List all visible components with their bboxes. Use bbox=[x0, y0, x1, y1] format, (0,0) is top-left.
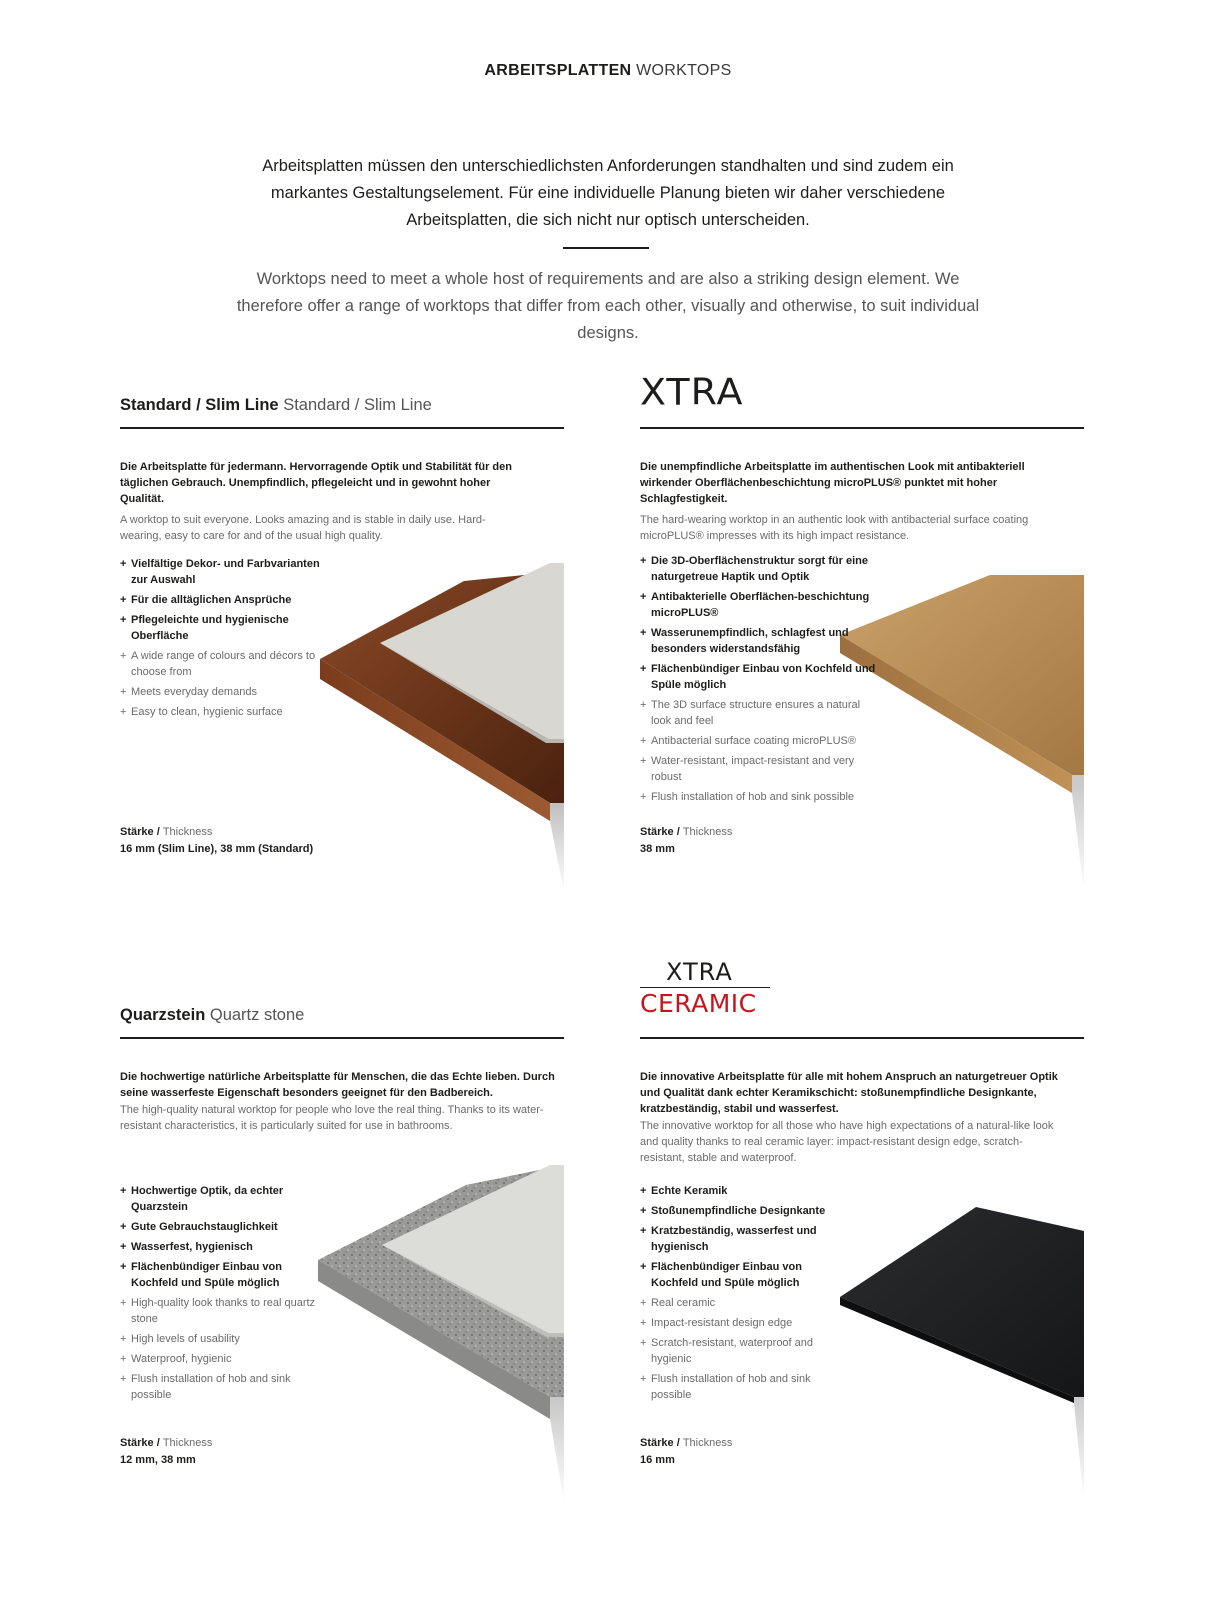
feature-item: + High levels of usability bbox=[120, 1331, 320, 1347]
feature-item: + Antibacterial surface coating microPLUS® bbox=[640, 733, 880, 749]
feature-item: + Für die alltäglichen Ansprüche bbox=[120, 592, 320, 608]
card-title bbox=[120, 396, 432, 415]
thickness-info bbox=[120, 1435, 212, 1469]
card-ceramic bbox=[640, 958, 1084, 1505]
feature-item: + Flächenbündiger Einbau von Kochfeld und Spüle möglich bbox=[640, 1259, 840, 1291]
feature-item: + Easy to clean, hygienic surface bbox=[120, 704, 320, 720]
worktop-sample-ceramic bbox=[840, 1207, 1084, 1505]
card-title-de: Quarzstein bbox=[120, 1006, 206, 1024]
feature-item: + Water-resistant, impact-resistant and very robust bbox=[640, 753, 880, 785]
worktop-sample-walnut bbox=[320, 563, 564, 895]
intro-text-de: Arbeitsplatten müssen den unterschiedlichsten Anforderungen standhalten und sind zudem ein markantes Gestaltungselement. Für eine individuelle Planung bieten wir daher verschiedene Arbeitsplatten, die sich nicht nur optisch unterscheiden. bbox=[262, 157, 954, 229]
card-title bbox=[120, 1006, 304, 1025]
feature-item: + Impact-resistant design edge bbox=[640, 1315, 840, 1331]
card-divider bbox=[640, 1037, 1084, 1039]
thickness-value: 12 mm, 38 mm bbox=[120, 1454, 196, 1466]
feature-item: + A wide range of colours and décors to choose from bbox=[120, 648, 320, 680]
card-xtra bbox=[640, 371, 1084, 895]
feature-item: + The 3D surface structure ensures a natural look and feel bbox=[640, 697, 880, 729]
feature-item: + Flächenbündiger Einbau von Kochfeld und Spüle möglich bbox=[640, 661, 880, 693]
thickness-info bbox=[120, 824, 313, 858]
feature-item: + Kratzbeständig, wasserfest und hygienisch bbox=[640, 1223, 840, 1255]
card-description-de: Die Arbeitsplatte für jedermann. Hervorragende Optik und Stabilität für den täglichen Gebrauch. Unempfindlich, pflegeleicht und in gewohnt hoher Qualität. bbox=[120, 461, 512, 505]
thickness-label: Stärke / Thickness bbox=[640, 826, 733, 838]
card-header bbox=[640, 958, 1084, 1037]
card-title-en: Quartz stone bbox=[209, 1006, 305, 1024]
card-header bbox=[120, 375, 564, 427]
feature-item: + Scratch-resistant, waterproof and hygienic bbox=[640, 1335, 840, 1367]
feature-item: + Flush installation of hob and sink possible bbox=[120, 1371, 320, 1403]
feature-item: + Wasserfest, hygienisch bbox=[120, 1239, 320, 1255]
feature-item: + Flush installation of hob and sink possible bbox=[640, 1371, 840, 1403]
feature-item: + Echte Keramik bbox=[640, 1183, 840, 1199]
xtra-logo: XTRA bbox=[640, 371, 744, 413]
thickness-value: 16 mm bbox=[640, 1454, 675, 1466]
feature-item: + High-quality look thanks to real quartz stone bbox=[120, 1295, 320, 1327]
page-title bbox=[0, 62, 1216, 80]
card-description-de: Die unempfindliche Arbeitsplatte im authentischen Look mit antibakteriell wirkender Oberflächenbeschichtung microPLUS® punktet mit hoher Schlagfestigkeit. bbox=[640, 461, 1025, 505]
card-description-de: Die hochwertige natürliche Arbeitsplatte für Menschen, die das Echte lieben. Durch seine wasserfeste Eigenschaft besonders geeignet für den Badbereich. bbox=[120, 1071, 555, 1099]
feature-list bbox=[640, 553, 880, 809]
card-divider bbox=[640, 427, 1084, 429]
feature-item: + Flush installation of hob and sink possible bbox=[640, 789, 880, 805]
thickness-label: Stärke / Thickness bbox=[640, 1437, 733, 1449]
card-divider bbox=[120, 1037, 564, 1039]
card-description-de: Die innovative Arbeitsplatte für alle mit hohem Anspruch an naturgetreuer Optik und Qualität dank echter Keramikschicht: stoßunempfindliche Designkante, kratzbeständig, stabil und wasserfest. bbox=[640, 1071, 1058, 1115]
intro-divider bbox=[563, 247, 649, 249]
card-description-en: The hard-wearing worktop in an authentic look with antibacterial surface coating microPLUS® impresses with its high impact resistance. bbox=[640, 514, 1029, 542]
card-description-en: A worktop to suit everyone. Looks amazing and is stable in daily use. Hard-wearing, easy to care for and of the usual high quality. bbox=[120, 514, 486, 542]
card-title-en: Standard / Slim Line bbox=[283, 396, 432, 414]
xtra-ceramic-logo: XTRA CERAMIC bbox=[640, 959, 770, 1021]
card-header bbox=[640, 371, 1084, 427]
feature-item: + Antibakterielle Oberflächen-beschichtung microPLUS® bbox=[640, 589, 880, 621]
card-title-de: Standard / Slim Line bbox=[120, 396, 279, 414]
feature-list bbox=[120, 1183, 320, 1407]
card-description-en: The innovative worktop for all those who have high expectations of a natural-like look and quality thanks to real ceramic layer: impact-resistant design edge, scratch-resistant, stable and waterproof. bbox=[640, 1120, 1054, 1164]
thickness-info bbox=[640, 824, 732, 858]
feature-item: + Stoßunempfindliche Designkante bbox=[640, 1203, 840, 1219]
thickness-value: 16 mm (Slim Line), 38 mm (Standard) bbox=[120, 843, 314, 855]
thickness-label: Stärke / Thickness bbox=[120, 826, 213, 838]
feature-item: + Pflegeleichte und hygienische Oberfläche bbox=[120, 612, 320, 644]
feature-list bbox=[640, 1183, 840, 1407]
feature-item: + Vielfältige Dekor- und Farbvarianten zur Auswahl bbox=[120, 556, 320, 588]
feature-item: + Gute Gebrauchstauglichkeit bbox=[120, 1219, 320, 1235]
feature-item: + Die 3D-Oberflächenstruktur sorgt für eine naturgetreue Haptik und Optik bbox=[640, 553, 880, 585]
thickness-info bbox=[640, 1435, 732, 1469]
thickness-label: Stärke / Thickness bbox=[120, 1437, 213, 1449]
feature-list bbox=[120, 556, 320, 724]
feature-item: + Wasserunempfindlich, schlagfest und besonders widerstandsfähig bbox=[640, 625, 880, 657]
page-title-en: WORKTOPS bbox=[636, 62, 732, 79]
feature-item: + Meets everyday demands bbox=[120, 684, 320, 700]
card-header bbox=[120, 985, 564, 1037]
feature-item: + Waterproof, hygienic bbox=[120, 1351, 320, 1367]
page-title-de: ARBEITSPLATTEN bbox=[484, 62, 632, 79]
feature-item: + Real ceramic bbox=[640, 1295, 840, 1311]
card-divider bbox=[120, 427, 564, 429]
card-quartz bbox=[120, 985, 564, 1505]
feature-item: + Hochwertige Optik, da echter Quarzstein bbox=[120, 1183, 320, 1215]
card-standard bbox=[120, 375, 564, 895]
card-description-en: The high-quality natural worktop for people who love the real thing. Thanks to its water-resistant characteristics, it is particularly suited for use in bathrooms. bbox=[120, 1104, 544, 1132]
worktop-sample-quartz bbox=[318, 1165, 564, 1505]
intro-text-en: Worktops need to meet a whole host of requirements and are also a striking design element. We therefore offer a range of worktops that differ from each other, visually and otherwise, to suit individual designs. bbox=[236, 270, 980, 342]
feature-item: + Flächenbündiger Einbau von Kochfeld und Spüle möglich bbox=[120, 1259, 320, 1291]
thickness-value: 38 mm bbox=[640, 843, 675, 855]
